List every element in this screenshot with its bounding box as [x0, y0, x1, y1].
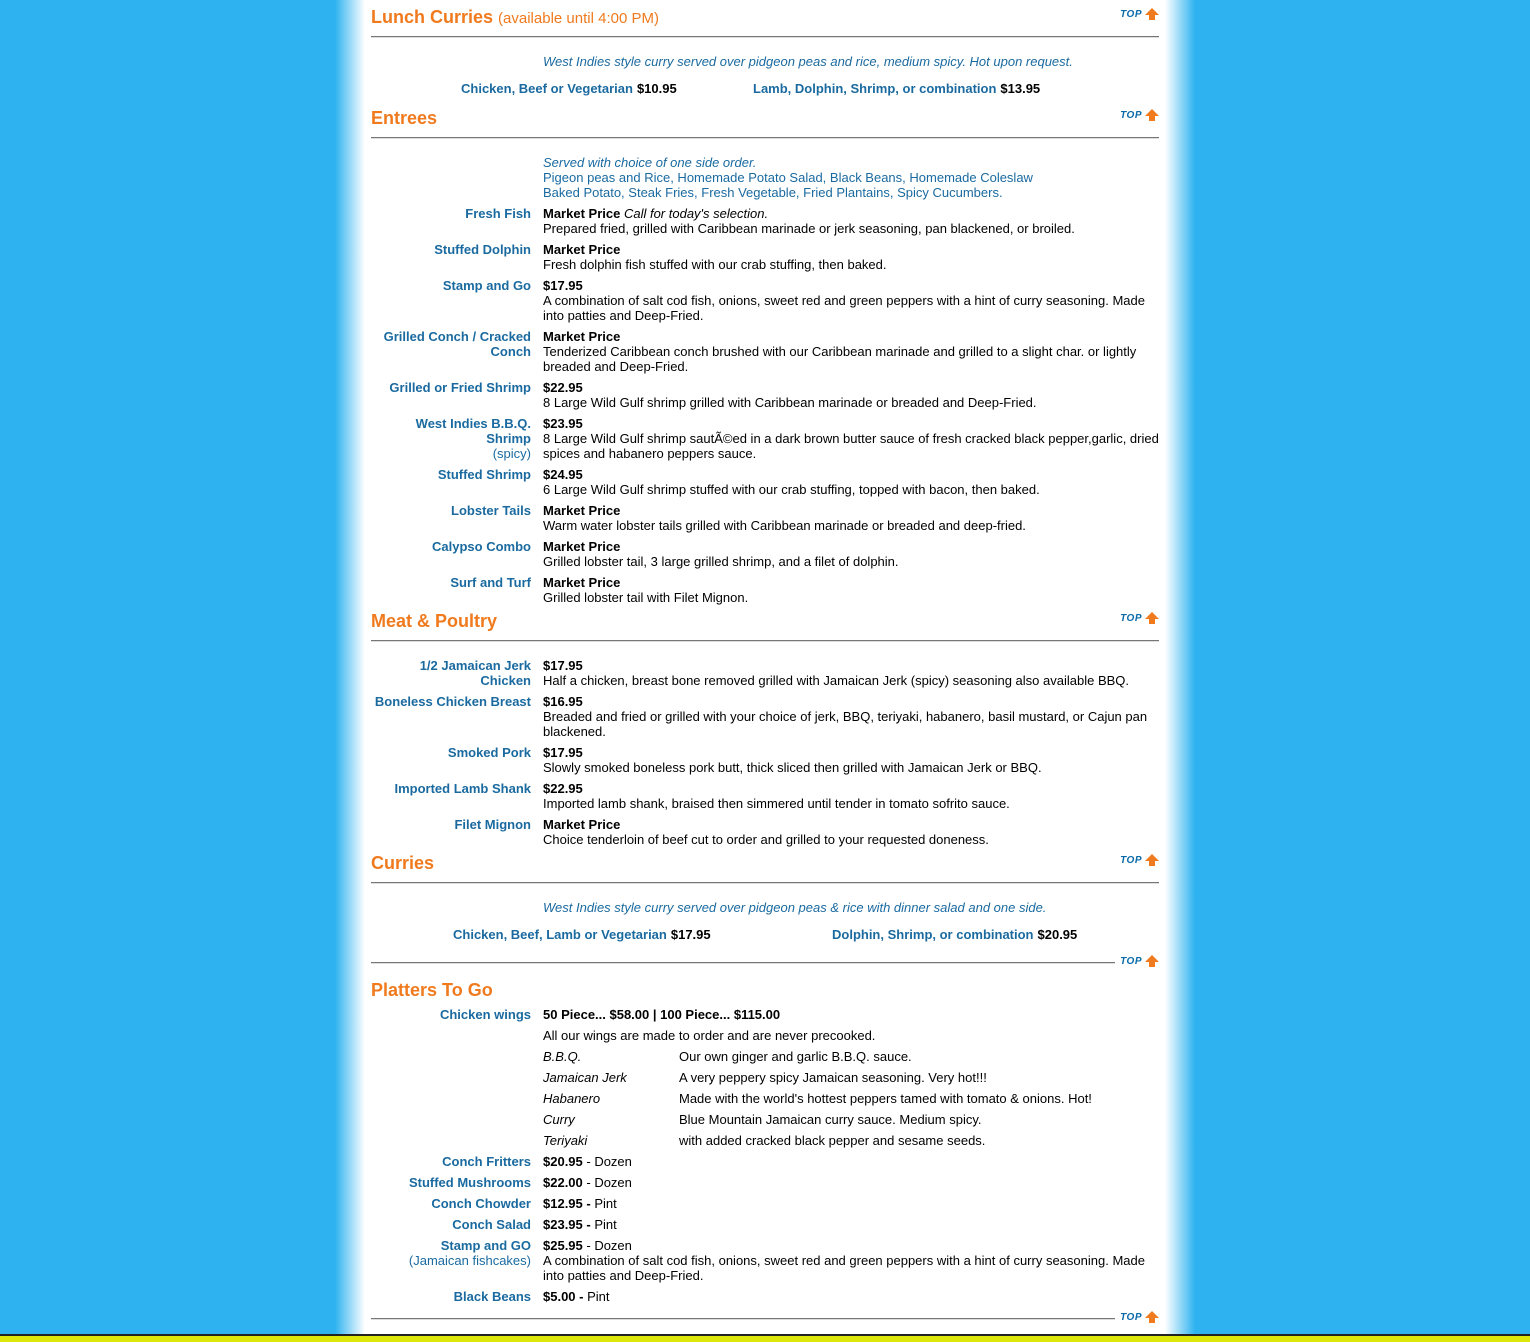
- entrees-note: Served with choice of one side order.: [543, 155, 757, 170]
- section-title: Platters To Go: [371, 980, 493, 1000]
- right-glow: [1165, 0, 1195, 1342]
- back-to-top-link[interactable]: TOP: [1120, 853, 1159, 867]
- price-pair: Chicken, Beef, Lamb or Vegetarian $17.95: [453, 927, 711, 942]
- entrees-sides: Baked Potato, Steak Fries, Fresh Vegetable, Fried Plantains, Spicy Cucumbers.: [543, 185, 1003, 200]
- section-title: Lunch Curries (available until 4:00 PM): [371, 7, 659, 27]
- up-arrow-icon: [1145, 612, 1159, 619]
- section-subtitle: (available until 4:00 PM): [498, 10, 659, 27]
- up-arrow-icon: [1145, 1311, 1159, 1318]
- section-curries: [371, 853, 1159, 885]
- entrees-sides: Pigeon peas and Rice, Homemade Potato Salad, Black Beans, Homemade Coleslaw: [543, 170, 1033, 185]
- back-to-top-link[interactable]: TOP: [1120, 108, 1159, 122]
- divider: [371, 882, 1159, 884]
- left-glow: [335, 0, 365, 1342]
- section-platters: [371, 980, 1159, 1004]
- divider: [371, 137, 1159, 139]
- divider: [371, 640, 1159, 642]
- menu-page: Lunch Curries (available until 4:00 PM) TOP West Indies style curry served over pidgeon peas and rice, medium spicy. Hot upon request. Chicken, Beef or Vegetarian $10.95 Lamb, Dolphin, Shrimp, or combination $13.95 Entrees TOP Served with choice of one side order. Pigeon peas and Rice, Homemade Potato Salad, Black Beans, Homemade Coleslaw Baked Potato, Steak Fries, Fresh Vegetable, Fried Plantains, Spicy Cucumbers. Fresh Fish Market Price Call for today's selection. Prepared fried, grilled with Caribbean marinade or jerk seasoning, pan blackened, or broiled. Stuffed Dolphin Market Price Fresh dolphin fish stuffed with our crab stuffing, then baked. Stamp and Go $17.95 A combination of salt cod fish, onions, sweet red and green peppers with a hint of curry seasoning. Made into patties and Deep-Fried. Grilled Conch / Cracked Conch Market Price Tenderized Caribbean conch brushed with our Caribbean marinade and grilled to a slight char. or lightly breaded and Deep-Fried. Grilled or Fried Shrimp $22.95 8 Large Wild Gulf shrimp grilled with Caribbean marinade or breaded and Deep-Fried. West Indies B.B.Q. Shrimp (spicy) $23.95 8 Large Wild Gulf shrimp sautÃ©ed in a dark brown butter sauce of fresh cracked black pepper,garlic, dried spices and habanero peppers sauce. Stuffed Shrimp $24.95 6 Large Wild Gulf shrimp stuffed with our crab stuffing, topped with bacon, then baked. Lobster Tails Market Price Warm water lobster tails grilled with Caribbean marinade or breaded and deep-fried. Calypso Combo Market Price Grilled lobster tail, 3 large grilled shrimp, and a filet of dolphin. Surf and Turf Market Price Grilled lobster tail with Filet Mignon. Meat & Poultry TOP 1/2 Jamaican Jerk Chicken $17.95 Half a chicken, breast bone removed grilled with Jamaican Jerk (spicy) seasoning also available BBQ. Boneless Chicken Breast $16.95 Breaded and fried or grilled with your choice of jerk, BBQ, teriyaki, habanero, basil mustard, or Cajun pan blackened. Smoked Pork $17.95 Slowly smoked boneless pork butt, thick sliced then grilled with Jamaican Jerk or BBQ. Imported Lamb Shank $22.95 Imported lamb shank, braised then simmered until tender in tomato sofrito sauce. Filet Mignon Market Price Choice tenderloin of beef cut to order and grilled to your requested doneness. Curries TOP West Indies style curry served over pidgeon peas & rice with dinner salad and one side. Chicken, Beef, Lamb or Vegetarian $17.95 Dolphin, Shrimp, or combination $20.95 TOP Platters To Go Chicken wings 50 Piece... $58.00 | 100 Piece... $115.00 All our wings are made to order and are never precooked. B.B.Q. Our own ginger and garlic B.B.Q. sauce. Jamaican Jerk A very peppery spicy Jamaican seasoning. Very hot!!! Habanero Made with the world's hottest peppers tamed with tomato & onions. Hot! Curry Blue Mountain Jamaican curry sauce. Medium spicy. Teriyaki with added cracked black pepper and sesame seeds. Conch Fritters $20.95 - Dozen Stuffed Mushrooms $22.00 - Dozen Conch Chowder $12.95 - Pint Conch Salad $23.95 - Pint Stamp and GO (Jamaican fishcakes) $25.95 - Dozen A combination of salt cod fish, onions, sweet red and green peppers with a hint of curry seasoning. Made into patties and Deep-Fried. Black Beans $5.00 - Pint TOP: [365, 0, 1165, 1342]
- price-pair: Chicken, Beef or Vegetarian $10.95: [461, 81, 677, 96]
- price-pair: Dolphin, Shrimp, or combination $20.95: [832, 927, 1078, 942]
- divider: [371, 36, 1159, 38]
- back-to-top-link[interactable]: TOP: [1120, 611, 1159, 625]
- divider: [371, 962, 1115, 964]
- footer-bar: [0, 1334, 1530, 1342]
- section-title: Entrees: [371, 108, 438, 128]
- section-title: Curries: [371, 853, 435, 873]
- divider: [371, 1318, 1115, 1320]
- up-arrow-icon: [1145, 955, 1159, 962]
- curries-note: West Indies style curry served over pidgeon peas & rice with dinner salad and one side.: [543, 900, 1047, 915]
- section-title: Meat & Poultry: [371, 611, 498, 631]
- section-entrees: [371, 108, 1159, 140]
- back-to-top-link[interactable]: TOP: [1120, 7, 1159, 21]
- price-pair: Lamb, Dolphin, Shrimp, or combination $13.95: [753, 81, 1041, 96]
- section-divider: [371, 954, 1159, 968]
- section-meat-poultry: [371, 611, 1159, 643]
- up-arrow-icon: [1145, 8, 1159, 15]
- lunch-note: West Indies style curry served over pidgeon peas and rice, medium spicy. Hot upon request.: [543, 54, 1073, 69]
- section-lunch-curries: [371, 7, 1159, 39]
- back-to-top-link[interactable]: TOP: [1120, 1310, 1159, 1324]
- up-arrow-icon: [1145, 109, 1159, 116]
- section-divider: [371, 1310, 1159, 1324]
- back-to-top-link[interactable]: TOP: [1120, 954, 1159, 968]
- up-arrow-icon: [1145, 854, 1159, 861]
